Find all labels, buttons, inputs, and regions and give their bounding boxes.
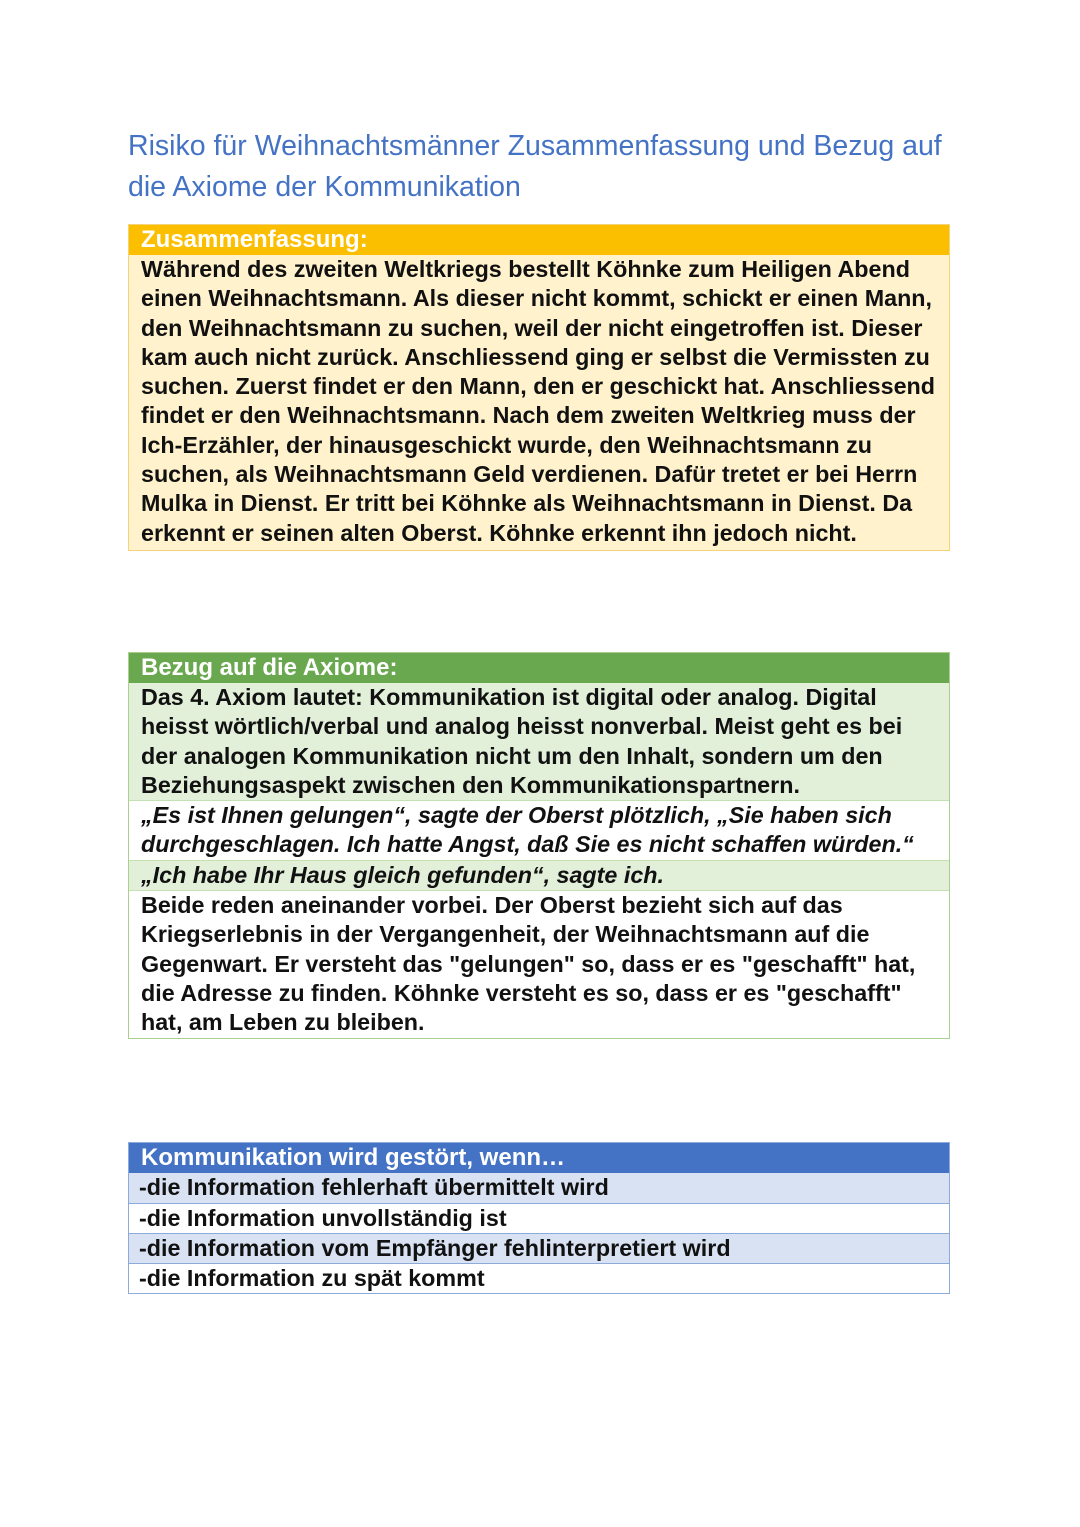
page-title: Risiko für Weihnachtsmänner Zusammenfassung und Bezug auf die Axiome der Kommunikation	[128, 130, 942, 203]
summary-heading: Zusammenfassung:	[129, 225, 949, 255]
axioms-box	[128, 652, 950, 1039]
summary-box	[128, 224, 950, 551]
axiom-definition: Das 4. Axiom lautet: Kommunikation ist digital oder analog. Digital heisst wörtlich/verbal und analog heisst nonverbal. Meist geht es bei der analogen Kommunikation nicht um den Inhalt, sondern um den Beziehungsaspekt zwischen den Kommunikationspartnern.	[129, 683, 949, 800]
disturbances-box	[128, 1142, 950, 1294]
list-item: -die Information vom Empfänger fehlinterpretiert wird	[129, 1233, 949, 1263]
axioms-heading: Bezug auf die Axiome:	[129, 653, 949, 683]
list-item: -die Information unvollständig ist	[129, 1203, 949, 1233]
list-item: -die Information fehlerhaft übermittelt wird	[129, 1173, 949, 1203]
axiom-analysis: Beide reden aneinander vorbei. Der Oberst bezieht sich auf das Kriegserlebnis in der Vergangenheit, der Weihnachtsmann auf die Gegenwart. Er versteht das "gelungen" so, dass er es "geschafft" hat, die Adresse zu finden. Köhnke versteht es so, dass er es "geschafft" hat, am Leben zu bleiben.	[129, 890, 949, 1037]
disturbances-heading: Kommunikation wird gestört, wenn…	[129, 1143, 949, 1173]
axiom-quote-narrator: „Ich habe Ihr Haus gleich gefunden“, sagte ich.	[129, 860, 949, 890]
axiom-quote-oberst: „Es ist Ihnen gelungen“, sagte der Oberst plötzlich, „Sie haben sich durchgeschlagen. Ich hatte Angst, daß Sie es nicht schaffen würden.“	[129, 800, 949, 860]
summary-text: Während des zweiten Weltkriegs bestellt Köhnke zum Heiligen Abend einen Weihnachtsmann. Als dieser nicht kommt, schickt er einen Mann, den Weihnachtsmann zu suchen, weil der nicht eingetroffen ist. Dieser kam auch nicht zurück. Anschliessend ging er selbst die Vermissten zu suchen. Zuerst findet er den Mann, den er geschickt hat. Anschliessend findet er den Weihnachtsmann. Nach dem zweiten Weltkrieg muss der Ich-Erzähler, der hinausgeschickt wurde, den Weihnachtsmann zu suchen, als Weihnachtsmann Geld verdienen. Dafür tretet er bei Herrn Mulka in Dienst. Er tritt bei Köhnke als Weihnachtsmann in Dienst. Da erkennt er seinen alten Oberst. Köhnke erkennt ihn jedoch nicht.	[129, 255, 949, 550]
list-item: -die Information zu spät kommt	[129, 1263, 949, 1293]
